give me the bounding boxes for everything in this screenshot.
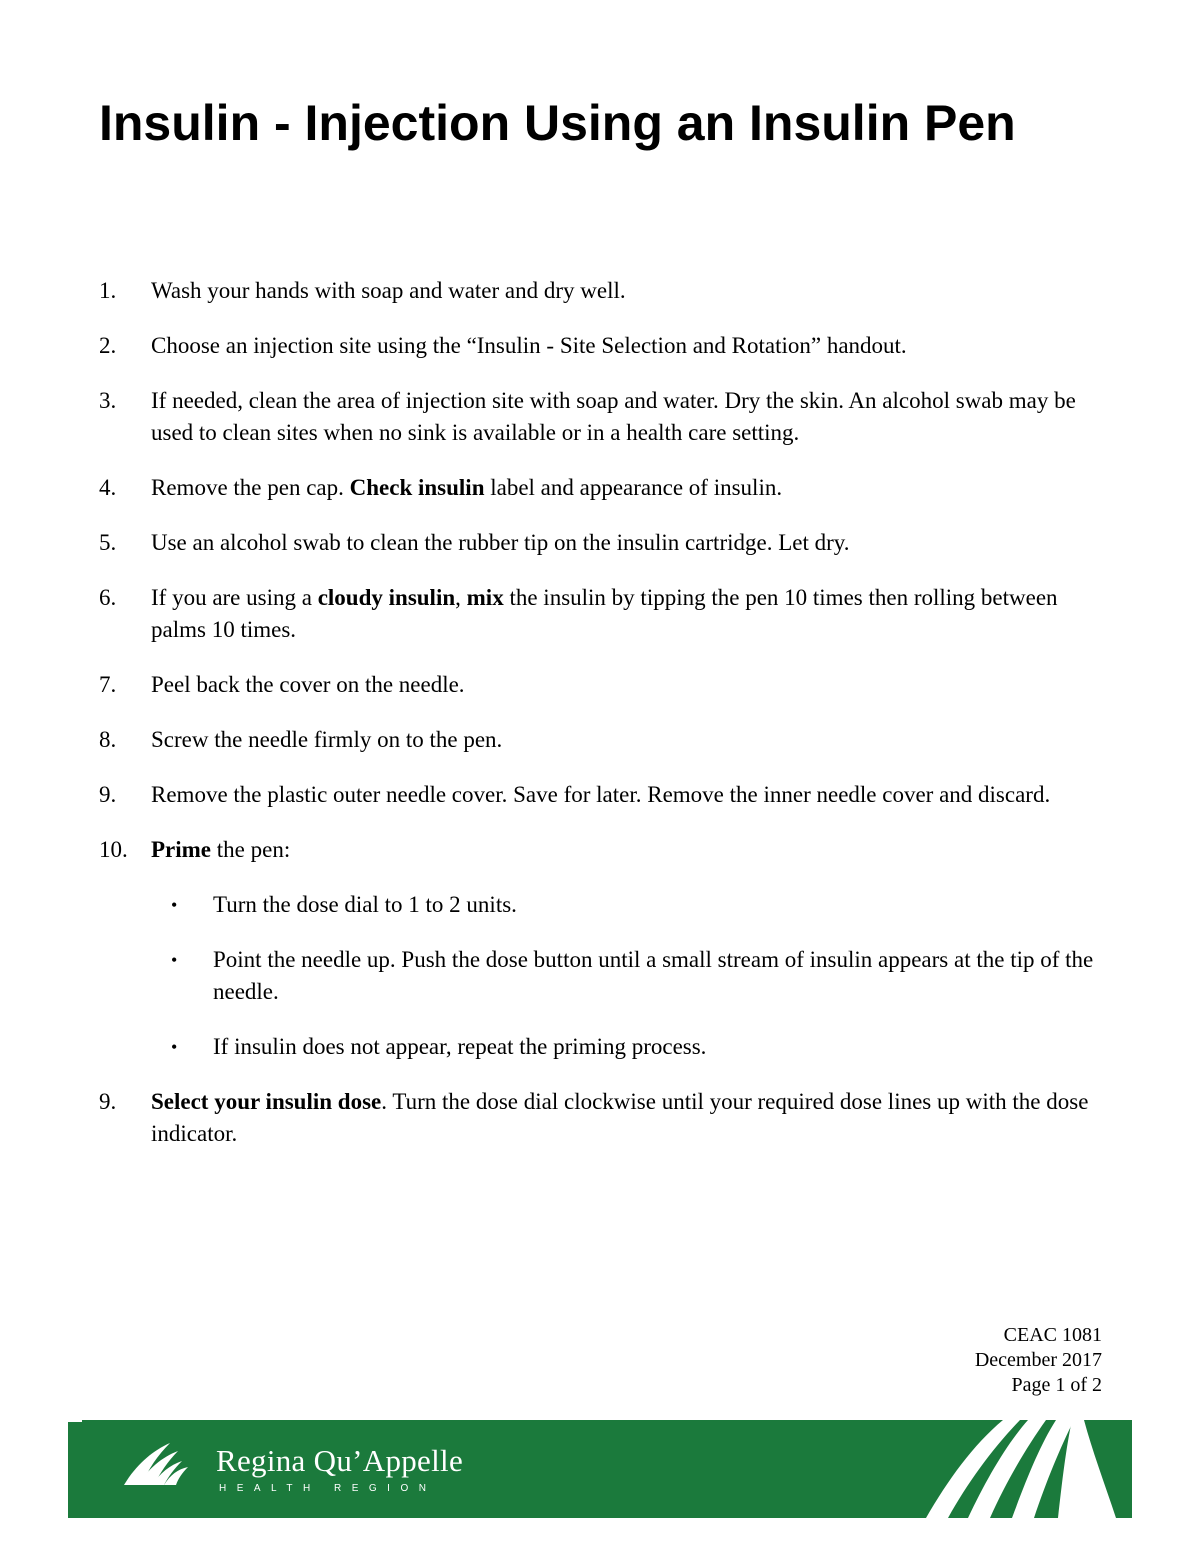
sub-bullet-list [151, 889, 1096, 1063]
bullet-dot-icon: • [171, 895, 178, 915]
step-text-segment: Screw the needle firmly on to the pen. [151, 727, 503, 752]
step-text-segment: Choose an injection site using the “Insulin - Site Selection and Rotation” handout. [151, 333, 907, 358]
step-text-segment: Wash your hands with soap and water and dry well. [151, 278, 626, 303]
step-text-segment: , [455, 585, 467, 610]
step-text-segment: Peel back the cover on the needle. [151, 672, 465, 697]
step-text [151, 837, 290, 862]
sub-bullet-item [151, 1031, 1103, 1063]
step-number: 9. [99, 782, 117, 807]
step-number: 7. [99, 672, 117, 697]
step-emphasis: Prime [151, 837, 212, 862]
sub-bullet-item [151, 944, 1103, 1008]
step-number: 4. [99, 475, 117, 500]
step-text [151, 388, 1076, 445]
org-logo [118, 1435, 463, 1505]
sub-bullet-text: Point the needle up. Push the dose button until a small stream of insulin appears at the tip of the needle. [213, 947, 1094, 1004]
step-number: 6. [99, 585, 117, 610]
step-number: 5. [99, 530, 117, 555]
bullet-dot-icon: • [171, 1037, 178, 1057]
wheat-swoosh-logo-icon [118, 1435, 210, 1505]
step-number: 8. [99, 727, 117, 752]
step-text-segment: the pen: [211, 837, 291, 862]
step-emphasis: mix [466, 585, 504, 610]
step-item [0, 779, 1096, 811]
step-text [151, 278, 626, 303]
step-text [151, 530, 850, 555]
step-text [151, 1089, 1088, 1146]
page-title: Insulin - Injection Using an Insulin Pen [99, 95, 1016, 151]
document-date: December 2017 [974, 1349, 1102, 1371]
step-item [0, 275, 1096, 307]
step-item [0, 1086, 1096, 1150]
step-text-segment: Remove the plastic outer needle cover. Save for later. Remove the inner needle cover and discard. [151, 782, 1051, 807]
step-number: 2. [99, 333, 117, 358]
step-item [0, 834, 1096, 1063]
step-emphasis: Select your insulin dose [151, 1089, 382, 1114]
step-item [0, 330, 1096, 362]
step-number: 10. [99, 837, 128, 862]
step-number: 9. [99, 1089, 117, 1114]
step-item [0, 724, 1096, 756]
document-code: CEAC 1081 [1003, 1324, 1102, 1346]
sub-bullet-item [151, 889, 1103, 921]
sub-bullet-text: If insulin does not appear, repeat the priming process. [213, 1034, 707, 1059]
step-text-segment: Remove the pen cap. [151, 475, 350, 500]
step-text-segment: If needed, clean the area of injection site with soap and water. Dry the skin. An alcohol swab may be used to clean sites when no sink is available or in a health care setting. [151, 388, 1076, 445]
step-text-segment: . Turn the dose dial clockwise until your required dose lines up with the dose indicator. [151, 1089, 1089, 1146]
step-text-segment: label and appearance of insulin. [484, 475, 783, 500]
step-text [151, 333, 907, 358]
step-item [0, 472, 1096, 504]
org-name: Regina Qu’Appelle [216, 1443, 463, 1478]
step-item [0, 527, 1096, 559]
step-text [151, 672, 465, 697]
org-subtitle: HEALTH REGION [219, 1483, 437, 1494]
step-number: 1. [99, 278, 117, 303]
step-number: 3. [99, 388, 117, 413]
step-text-segment: Use an alcohol swab to clean the rubber tip on the insulin cartridge. Let dry. [151, 530, 850, 555]
step-text-segment: If you are using a [151, 585, 318, 610]
instruction-steps [0, 275, 1200, 1173]
footer-banner [68, 1420, 1132, 1518]
step-text [151, 585, 1058, 642]
step-item [0, 385, 1096, 449]
step-emphasis: cloudy insulin [317, 585, 456, 610]
step-item [0, 582, 1096, 646]
step-text [151, 727, 502, 752]
bullet-dot-icon: • [171, 950, 178, 970]
step-emphasis: Check insulin [349, 475, 485, 500]
step-text [151, 782, 1050, 807]
step-text [151, 475, 782, 500]
document-meta [975, 1323, 1102, 1398]
page-number: Page 1 of 2 [1011, 1374, 1102, 1396]
step-item [0, 669, 1096, 701]
sub-bullet-text: Turn the dose dial to 1 to 2 units. [213, 892, 517, 917]
step-text-segment: the insulin by tipping the pen 10 times then rolling between palms 10 times. [151, 585, 1058, 642]
